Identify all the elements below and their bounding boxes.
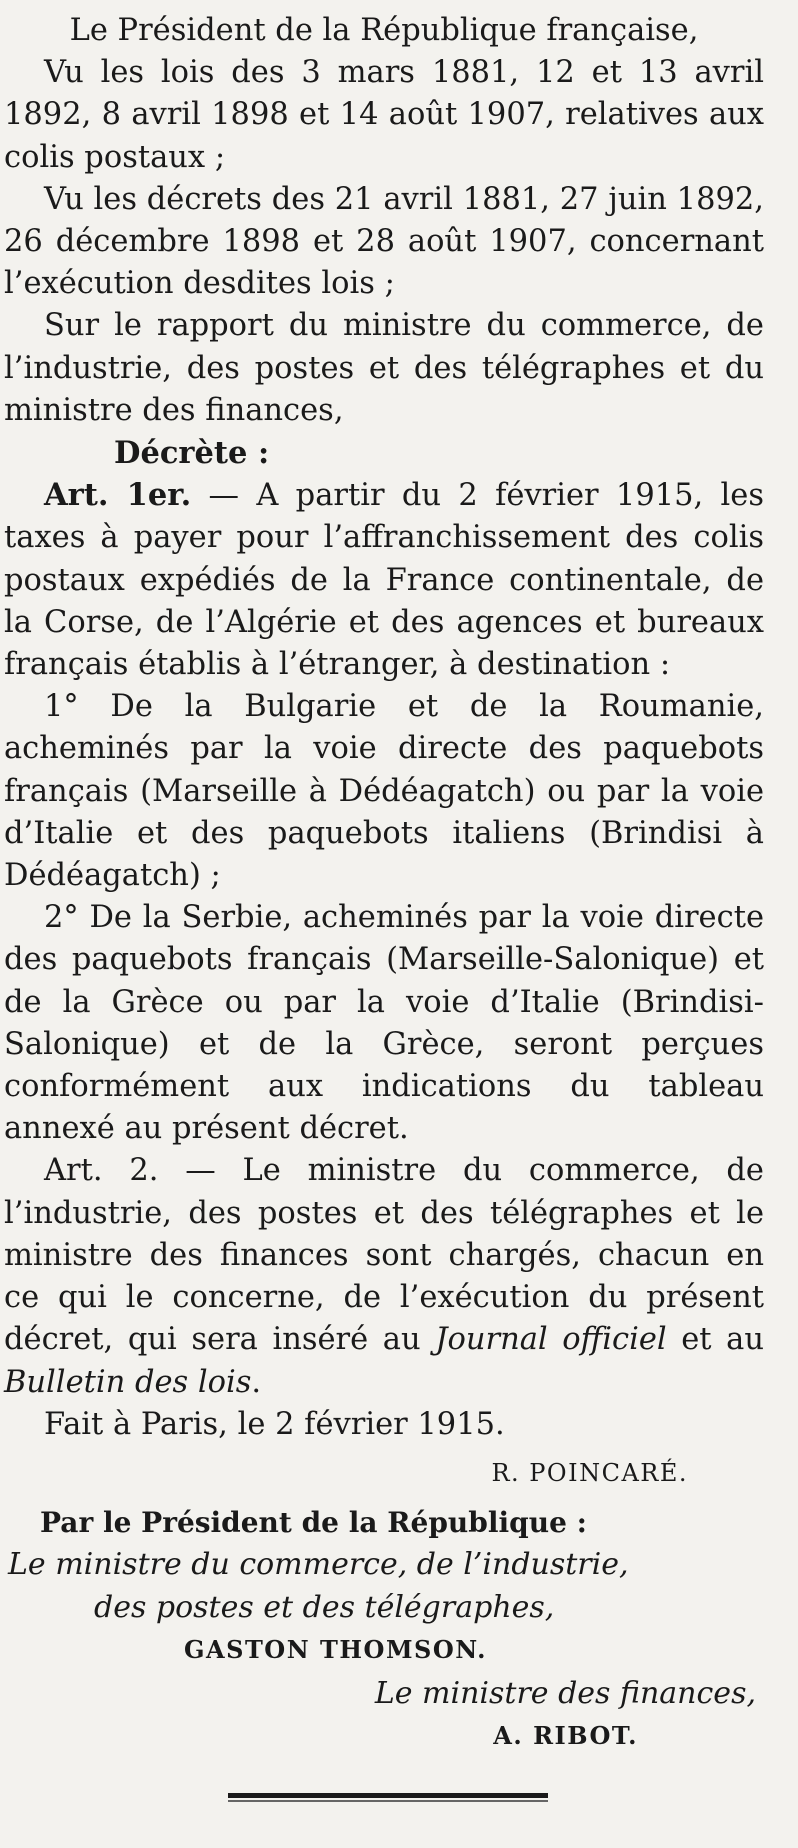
article-1-label: Art. 1er. (44, 477, 192, 514)
signature-poincare: R. POINCARÉ. (491, 1458, 688, 1487)
article-2-end: . (251, 1364, 262, 1400)
decrete-heading: Décrète : (114, 435, 270, 472)
decree-column (4, 10, 764, 1757)
signature-thomson: GASTON THOMSON. (184, 1634, 488, 1664)
closing-rule (228, 1793, 548, 1798)
fait-a-paris: Fait à Paris, le 2 février 1915. (44, 1406, 505, 1442)
par-le-president: Par le Président de la République : (40, 1506, 587, 1540)
article-2-mid: et au (666, 1322, 764, 1358)
opening-line: Le Président de la République française, (69, 13, 699, 48)
article-1 (4, 474, 764, 686)
ministre-finances: Le ministre des finances, (374, 1675, 756, 1711)
ministre-commerce-line1: Le ministre du commerce, de l’industrie, (8, 1547, 629, 1583)
item-1: 1° De la Bulgarie et de la Roumanie, acheminés par la voie directe des paquebots français (Marseille à Dédéagatch) ou par la voie d’Italie et des paquebots italiens (Brindisi à Dédéagatch) ; (4, 689, 764, 894)
journal-officiel: Journal officiel (435, 1322, 667, 1358)
article-2-text: Art. 2. — Le ministre du commerce, de l’industrie, des postes et des télégraphes et le ministre des finances sont chargés, chacun en ce qui le concerne, de l’exécution du présent décret, qui sera inséré au (4, 1153, 764, 1358)
rapport-paragraph: Sur le rapport du ministre du commerce, de l’industrie, des postes et des télégraphes et du ministre des finances, (4, 308, 764, 428)
visa-lois: Vu les lois des 3 mars 1881, 12 et 13 avril 1892, 8 avril 1898 et 14 août 1907, relatives aux colis postaux ; (4, 55, 764, 175)
signature-ribot: A. RIBOT. (493, 1721, 638, 1751)
ministre-commerce-line2: des postes et des télégraphes, (94, 1589, 555, 1625)
closing-rule-thin (228, 1800, 548, 1802)
article-1-text: — A partir du 2 février 1915, les taxes à payer pour l’affranchissement des colis postaux expédiés de la France continentale, de la Corse, de l’Algérie et des agences et bureaux français établis à l’étranger, à destination : (4, 478, 765, 683)
visa-decrets: Vu les décrets des 21 avril 1881, 27 juin 1892, 26 décembre 1898 et 28 août 1907, concernant l’exécution desdites lois ; (4, 181, 764, 302)
bulletin-des-lois: Bulletin des lois (4, 1364, 252, 1400)
item-2: 2° De la Serbie, acheminés par la voie directe des paquebots français (Marseille-Salonique) et de la Grèce ou par la voie d’Italie (Brindisi-Salonique) et de la Grèce, seront perçues conformément aux indications du tableau annexé au présent décret. (4, 900, 764, 1147)
article-2 (4, 1150, 764, 1403)
